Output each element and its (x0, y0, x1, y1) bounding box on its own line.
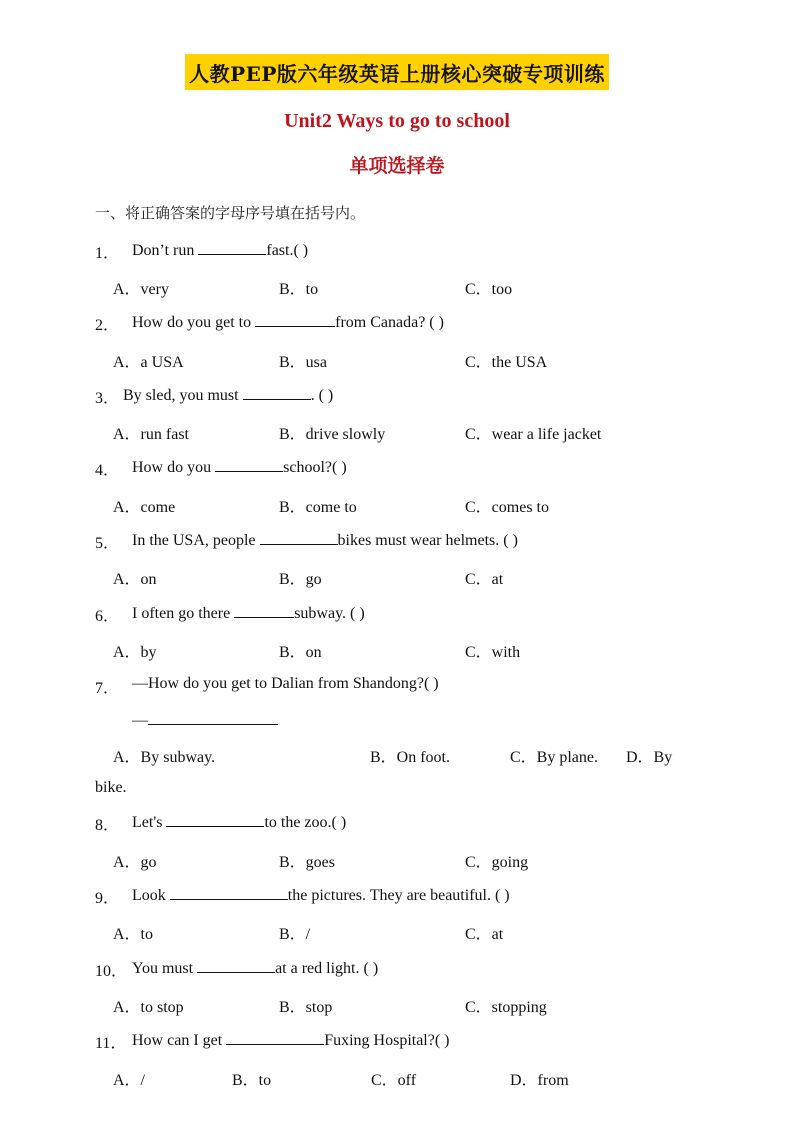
question-2 (95, 312, 444, 335)
option-b[interactable]: B．to (279, 281, 319, 298)
question-7 (95, 675, 439, 698)
answer-blank[interactable] (170, 885, 288, 900)
option-b[interactable]: B．drive slowly (279, 426, 386, 443)
question-10 (95, 958, 379, 981)
question-6 (95, 603, 365, 626)
option-a[interactable]: A．to stop (113, 999, 184, 1016)
question-number: 4． (95, 462, 120, 479)
question-text-before: Let's (132, 814, 167, 831)
option-b[interactable]: B．come to (279, 499, 357, 516)
question-9 (95, 885, 510, 908)
question-number: 2． (95, 317, 120, 334)
option-c[interactable]: C．too (465, 281, 513, 298)
unit-title: Unit2 Ways to go to school (284, 110, 510, 132)
question-text-before: I often go there (132, 605, 235, 622)
option-c[interactable]: C．with (465, 644, 521, 661)
question-text-before: How can I get (132, 1032, 227, 1049)
answer-blank[interactable] (226, 1030, 324, 1045)
answer-dash: — (132, 712, 148, 729)
question-text-after: . ( ) (310, 387, 334, 404)
question-number: 6． (95, 608, 120, 625)
answer-blank[interactable] (255, 312, 335, 327)
question-7-answer-line (132, 710, 278, 730)
question-number: 8． (95, 817, 120, 834)
option-b[interactable]: B．go (279, 571, 322, 588)
option-c[interactable]: C．at (465, 571, 504, 588)
question-text-after: fast.( ) (266, 242, 309, 259)
question-number: 3． (95, 390, 120, 407)
answer-blank[interactable] (166, 812, 264, 827)
question-text-after: bikes must wear helmets. ( ) (337, 532, 518, 549)
question-text-before: How do you (132, 459, 216, 476)
option-b[interactable]: B．to (232, 1072, 272, 1089)
question-text-after: from Canada? ( ) (335, 314, 444, 331)
option-c[interactable]: C．wear a life jacket (465, 426, 602, 443)
option-c[interactable]: C．going (465, 854, 529, 871)
question-number: 9． (95, 890, 120, 907)
option-a[interactable]: A．/ (113, 1072, 146, 1089)
option-b[interactable]: B．goes (279, 854, 336, 871)
option-b[interactable]: B．On foot. (370, 749, 451, 766)
option-a[interactable]: A．a USA (113, 354, 184, 371)
option-d[interactable]: D．By (626, 749, 673, 766)
question-text-after: at a red light. ( ) (275, 960, 379, 977)
answer-blank[interactable] (260, 530, 338, 545)
option-c[interactable]: C．stopping (465, 999, 547, 1016)
option-c[interactable]: C．at (465, 926, 504, 943)
option-a[interactable]: A．on (113, 571, 157, 588)
question-text-before: By sled, you must (123, 387, 243, 404)
question-text-after: subway. ( ) (294, 605, 365, 622)
answer-blank[interactable] (234, 603, 294, 618)
question-text-before: How do you get to (132, 314, 256, 331)
option-a[interactable]: A．By subway. (113, 749, 216, 766)
instruction-text: 一、将正确答案的字母序号填在括号内。 (95, 204, 366, 222)
question-text-before: You must (132, 960, 198, 977)
option-a[interactable]: A．to (113, 926, 154, 943)
section-title: 单项选择卷 (349, 155, 445, 177)
worksheet-title: 人教PEP版六年级英语上册核心突破专项训练 (185, 54, 609, 90)
option-b[interactable]: B．/ (279, 926, 311, 943)
title-wrap (0, 54, 794, 90)
option-d[interactable]: D．from (510, 1072, 569, 1089)
question-8 (95, 812, 347, 835)
question-number: 1． (95, 245, 120, 262)
answer-blank[interactable] (148, 710, 278, 725)
option-c[interactable]: C．By plane. (510, 749, 598, 766)
option-b[interactable]: B．usa (279, 354, 328, 371)
question-3 (95, 385, 334, 408)
question-1 (95, 240, 309, 263)
question-text-before: In the USA, people (132, 532, 260, 549)
question-text-after: school?( ) (283, 459, 347, 476)
question-number: 7． (95, 680, 120, 697)
option-a[interactable]: A．go (113, 854, 157, 871)
question-4 (95, 457, 347, 480)
option-d-wrap: bike. (95, 779, 127, 796)
option-c[interactable]: C．off (371, 1072, 417, 1089)
option-a[interactable]: A．by (113, 644, 157, 661)
question-text: —How do you get to Dalian from Shandong?( ) (132, 675, 439, 692)
question-text-before: Look (132, 887, 170, 904)
option-b[interactable]: B．stop (279, 999, 333, 1016)
question-text-after: Fuxing Hospital?( ) (324, 1032, 450, 1049)
option-c[interactable]: C．comes to (465, 499, 549, 516)
answer-blank[interactable] (243, 385, 311, 400)
option-a[interactable]: A．very (113, 281, 169, 298)
question-11 (95, 1030, 450, 1053)
answer-blank[interactable] (215, 457, 283, 472)
question-5 (95, 530, 518, 553)
option-b[interactable]: B．on (279, 644, 322, 661)
question-text-after: the pictures. They are beautiful. ( ) (287, 887, 510, 904)
answer-blank[interactable] (197, 958, 275, 973)
question-number: 10． (95, 963, 128, 980)
option-a[interactable]: A．come (113, 499, 176, 516)
option-c[interactable]: C．the USA (465, 354, 548, 371)
question-number: 5． (95, 535, 120, 552)
question-text-before: Don’t run (132, 242, 199, 259)
question-text-after: to the zoo.( ) (264, 814, 347, 831)
question-number: 11． (95, 1035, 127, 1052)
answer-blank[interactable] (198, 240, 266, 255)
option-a[interactable]: A．run fast (113, 426, 189, 443)
